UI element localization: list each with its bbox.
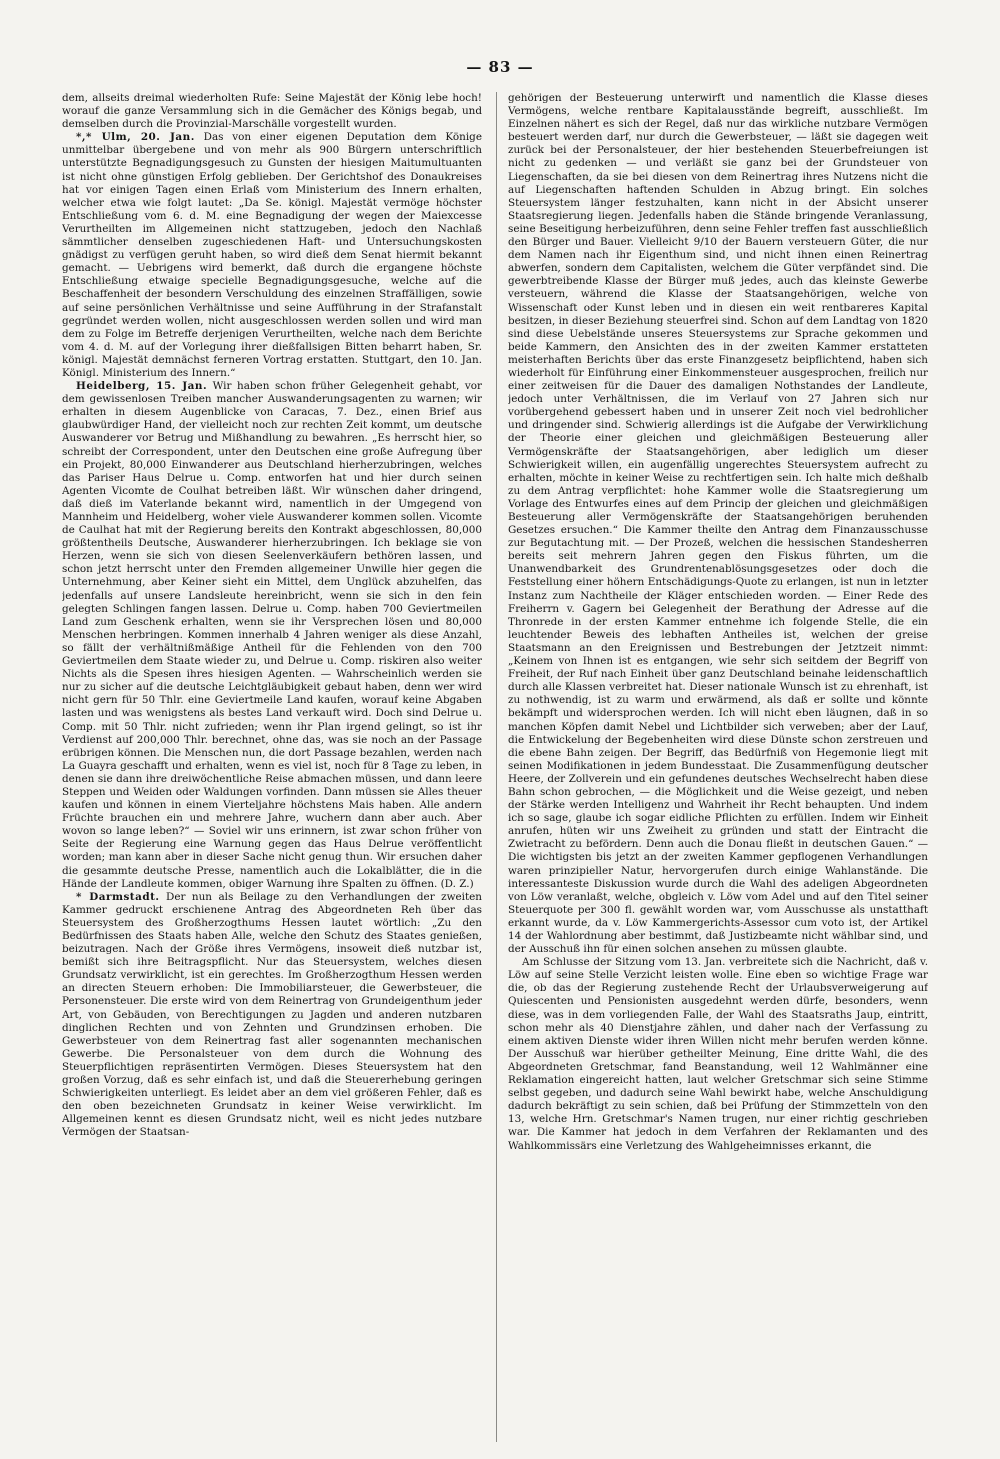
paragraph-session-13-jan: Am Schlusse der Sitzung vom 13. Jan. verbreitete sich die Nachricht, daß v. Löw auf seine Stelle Verzicht leisten wolle. Eine eben so wichtige Frage war die, ob das der Regierung zustehende Recht der Urlaubsverweigerung auf Quiescenten und Pensionisten ausgedehnt werden dürfe, besonders, wenn diese, was in dem vorliegenden Falle, der Wahl des Staatsraths Jaup, eintritt, schon mehr als 40 Dienstjahre zählen, und daher nach der Verfassung zu einem aktiven Dienste wider ihren Willen nicht mehr berufen werden könne. Der Ausschuß war hierüber getheilter Meinung, Eine dritte Wahl, die des Abgeordneten Gretschmar, fand Beanstandung, weil 12 Wahlmänner eine Reklamation eingereicht hatten, laut welcher Gretschmar sich seine Stimme selbst gegeben, und dadurch seine Wahl bewirkt habe, welche Anschuldigung dadurch bekräftigt zu sein schien, daß bei Prüfung der Stimmzetteln von den 13, welche Hrn. Gretschmar's Namen trugen, nur einer richtig geschrieben war. Die Kammer hat jedoch in dem Verfahren der Reklamanten und des Wahlkommissärs eine Verletzung des Wahlgeheimnisses erkannt, die — [508, 956, 928, 1152]
page-number: — 83 — — [466, 58, 534, 76]
paragraph-darmstadt-continued: gehörigen der Besteuerung unterwirft und namentlich die Klasse dieses Vermögens, welche rentbare Kapitalausstände begreift, ausschließt. Im Einzelnen nähert es sich der Regel, daß nur das wirkliche nutzbare Vermögen besteuert werden darf, nur durch die Gewerbsteuer, — läßt sie dagegen weit zurück bei der Personalsteuer, der hier bestehenden Steuerbefreiungen ist nicht zu gedenken — und verläßt sie ganz bei der Grundsteuer von Liegenschaften, da sie bei diesen von dem Reinertrag ihres Nutzens nicht die auf Liegenschaften haftenden Schulden in Abzug bringt. Ein solches Steuersystem länger festzuhalten, kann nicht in der Absicht unserer Staatsregierung liegen. Jedenfalls haben die Stände bringende Veranlassung, seine Beseitigung herbeizuführen, denn seine Fehler treffen fast ausschließlich den Bürger und Bauer. Vielleicht 9/10 der Bauern versteuern Güter, die nur dem Namen nach ihr Eigenthum sind, und nicht ihnen einen Reinertrag abwerfen, sondern dem Capitalisten, welchem die Güter verpfändet sind. Die gewerbtreibende Klasse der Bürger muß jedes, auch das kleinste Gewerbe versteuern, während die Klasse der Staatsangehörigen, welche von Wissenschaft oder Kunst leben und in diesen ein weit rentbareres Kapital besitzen, in dieser Beziehung steuerfrei sind. Schon auf dem Landtag von 1820 sind diese Uebelstände unseres Steuersystems zur Sprache gekommen und beide Kammern, den Ansichten des in der zweiten Kammer erstatteten meisterhaften Berichts über das erste Finanzgesetz beipflichtend, haben sich wiederholt für Einführung einer Einkommensteuer ausgesprochen, freilich nur einer zeitweisen für die Dauer des damaligen Nothstandes der Landleute, jedoch unter Verhältnissen, die im Verlauf von 27 Jahren sich nur vorübergehend gebessert haben und in unserer Zeit noch viel bedrohlicher und dringender sind. Schwierig allerdings ist die Aufgabe der Verwirklichung der Theorie einer gleichen und gleichmäßigen Besteuerung aller Vermögenskräfte der Staatsangehörigen, aber lediglich um dieser Schwierigkeit willen, ein augenfällig ungerechtes Steuersystem aufrecht zu erhalten, möchte in keiner Weise zu rechtfertigen sein. Ich halte mich deßhalb zu dem Antrag verpflichtet: hohe Kammer wolle die Staatsregierung um Vorlage des Entwurfes eines auf dem Princip der gleichen und gleichmäßigen Besteuerung aller Vermögenskräfte der Staatsangehörigen beruhenden Gesetzes ersuchen.“ Die Kammer theilte den Antrag dem Finanzausschusse zur Begutachtung mit. — Der Prozeß, welchen die hessischen Standesherren bereits seit mehrern Jahren gegen den Fiskus führten, um die Unanwendbarkeit des Grundrentenablösungsgesetzes oder doch die Feststellung einer höhern Entschädigungs-Quote zu erlangen, ist nun in letzter Instanz zum Nachtheile der Kläger entschieden worden. — Einer Rede des Freiherrn v. Gagern bei Gelegenheit der Berathung der Adresse auf die Thronrede in der ersten Kammer entnehme ich folgende Stelle, die ein leuchtender Beweis des lebhaften Antheiles ist, welchen der greise Staatsmann an den Ereignissen und Bestrebungen der Jetztzeit nimmt: „Keinem von Ihnen ist es entgangen, wie sehr sich seitdem der Begriff von Freiheit, der Ruf nach Einheit über ganz Deutschland beinahe leidenschaftlich durch alle Klassen verbreitet hat. Dieser nationale Wunsch ist zu ehrenhaft, ist zu nothwendig, ist zu warm und erwärmend, als daß er sollte und könnte bekämpft und widersprochen werden. Ich will nicht eben läugnen, daß in so manchen Köpfen damit Nebel und Lichtbilder sich verweben; aber der Lauf, die Entwickelung der Begebenheiten wird diese Dünste schon zerstreuen und die ebene Bahn zeigen. Der Begriff, das Bedürfniß von Hegemonie liegt mit seinen Modifikationen in jedem Bundesstaat. Die Zusammenfügung deutscher Heere, der Zollverein und ein gefundenes deutsches Wechselrecht haben diese Bahn schon gebrochen, — die Möglichkeit und die Weise gezeigt, und neben der Stärke werden Intelligenz und Wahrheit ihr Recht behaupten. Und indem ich so sage, glaube ich sogar eidliche Pflichten zu erfüllen. Indem wir Einheit anrufen, hüten wir uns Zweiheit zu gründen und statt der Eintracht die Zwietracht zu befördern. Denn auch die Donau fließt in deutschen Gauen.“ — Die wichtigsten bis jetzt an der zweiten Kammer gepflogenen Verhandlungen waren prinzipieller Natur, hervorgerufen durch einige Wahlanstände. Die interessanteste Diskussion wurde durch die Wahl des adeligen Abgeordneten von Löw veranlaßt, welche, obgleich v. Löw vom Adel und auf den Titel seiner Steuerquote per 300 fl. gewählt worden war, vom Ausschusse als unstatthaft erkannt wurde, da v. Löw Kammergerichts-Assessor cum voto ist, der Artikel 14 der Wahlordnung aber bestimmt, daß Justizbeamte nicht wählbar sind, und der Ausschuß ihn für einen solchen ansehen zu müssen glaubte. — [508, 92, 928, 956]
dateline-ulm: *,* Ulm, 20. Jan. — [76, 131, 195, 144]
paragraph-royal-reception: dem, allseits dreimal wiederholten Rufe: Seine Majestät der König lebe hoch! worauf die ganze Versammlung sich in die Gemächer des Königs begab, und demselben durch die Provinzial-Marschälle vorgestellt wurden. — [62, 92, 482, 131]
article-darmstadt-text: Der nun als Beilage zu den Verhandlungen der zweiten Kammer gedruckt erschienene Antrag des Abgeordneten Reh über das Steuersystem des Großherzogthums Hessen lautet wörtlich: „Zu den Bedürfnissen des Staats haben Alle, welche den Schutz des Staates genießen, beizutragen. Nach der Größe ihres Vermögens, insoweit dieß nutzbar ist, bemißt sich ihre Beitragspflicht. Nur das Steuersystem, welches diesen Grundsatz verwirklicht, ist ein gerechtes. Im Großherzogthum Hessen werden an directen Steuern erhoben: Die Immobiliarsteuer, die Gewerbsteuer, die Personensteuer. Die erste wird von dem Reinertrag von Grundeigenthum jeder Art, von Gebäuden, von Berechtigungen zu Jagden und anderen nutzbaren dinglichen Rechten und von Zehnten und Grundzinsen erhoben. Die Gewerbsteuer von dem Reinertrag fast aller sogenannten mechanischen Gewerbe. Die Personalsteuer von dem durch die Wohnung des Steuerpflichtigen repräsentirten Vermögen. Dieses Steuersystem hat den großen Vorzug, daß es sehr einfach ist, und daß die Steuererhebung geringen Schwierigkeiten unterliegt. Es leidet aber an dem viel größeren Fehler, daß es den oben bezeichneten Grundsatz in keiner Weise verwirklicht. Im Allgemeinen kennt es diesen Grundsatz nicht, weil es nicht jedes nutzbare Vermögen der Staatsan- — [62, 890, 482, 1139]
left-column — [62, 92, 482, 1442]
paragraph-ulm — [62, 131, 482, 380]
dateline-heidelberg: Heidelberg, 15. Jan. — [76, 380, 208, 393]
dateline-darmstadt: * Darmstadt. — [76, 890, 160, 903]
paragraph-darmstadt — [62, 891, 482, 1140]
right-column — [508, 92, 928, 1442]
column-divider — [496, 92, 497, 1442]
article-heidelberg-text: Wir haben schon früher Gelegenheit gehabt, vor dem gewissenlosen Treiben mancher Auswanderungsagenten zu warnen; wir erhalten in diesem Augenblicke von Caracas, 7. Dez., einen Brief aus glaubwürdiger Hand, der vielleicht noch zur rechten Zeit kommt, um deutsche Auswanderer vor Betrug und Mißhandlung zu bewahren. „Es herrscht hier, so schreibt der Correspondent, unter den Deutschen eine große Aufregung über ein Projekt, 80,000 Einwanderer aus Deutschland hierherzubringen, welches das Pariser Haus Delrue u. Comp. entworfen hat und hier durch seinen Agenten Vicomte de Coulhat betreiben läßt. Wir wünschen daher dringend, daß dieß im Vaterlande bekannt wird, namentlich in der Umgegend von Mannheim und Heidelberg, woher viele Auswanderer kommen sollen. Vicomte de Caulhat hat mit der Regierung bereits den Kontrakt abgeschlossen, 80,000 größtentheils Deutsche, Auswanderer hierherzubringen. Ich beklage sie von Herzen, wenn sie sich von diesen Seelenverkäufern bethören lassen, und schon jetzt herrscht unter den Fremden allgemeiner Unwille hier gegen die Unternehmung, aber Keiner sieht ein Mittel, dem Unglück abzuhelfen, das jedenfalls auf unsere Landsleute hereinbricht, wenn sie sich in den fein gelegten Schlingen fangen lassen. Delrue u. Comp. haben 700 Geviertmeilen Land zum Geschenk erhalten, wenn sie ihr Versprechen lösen und 80,000 Menschen herbringen. Kommen innerhalb 4 Jahren weniger als diese Anzahl, so fällt der verhältnißmäßige Antheil für die Fehlenden von den 700 Geviertmeilen dem Staate wieder zu, und Delrue u. Comp. riskiren also weiter Nichts als die Spesen ihres hiesigen Agenten. — Wahrscheinlich werden sie nur zu sicher auf die deutsche Leichtgläubigkeit gebaut haben, denn wer wird nicht gern für 50 Thlr. eine Geviertmeile Land kaufen, worauf keine Abgaben lasten und was wenigstens als bestes Land verkauft wird. Doch sind Delrue u. Comp. mit 50 Thlr. nicht zufrieden; wenn ihr Plan irgend gelingt, so ist ihr Verdienst auf 200,000 Thlr. berechnet, ohne das, was sie noch an der Passage erübrigen können. Die Menschen nun, die dort Passage bezahlen, werden nach La Guayra geschafft und erhalten, wenn es viel ist, noch für 8 Tage zu leben, in denen sie dann ihre dreiwöchentliche Reise abmachen müssen, und dann leere Steppen und Weiden oder Waldungen vorfinden. Dann müssen sie Alles theuer kaufen und können in einem Vierteljahre höchstens Mais haben. Alle andern Früchte brauchen ein und mehrere Jahre, wuchern dann aber auch. Aber wovon so lange leben?“ — Soviel wir uns erinnern, ist zwar schon früher von Seite der Regierung eine Warnung gegen das Haus Delrue veröffentlicht worden; man kann aber in dieser Sache nicht genug thun. Wir ersuchen daher die gesammte deutsche Presse, namentlich auch die Lokalblätter, die in die Hände der Landleute kommen, obiger Warnung ihre Spalten zu öffnen. (D. Z.) — [62, 380, 482, 890]
paragraph-heidelberg — [62, 380, 482, 891]
article-ulm-text: Das von einer eigenen Deputation dem Könige unmittelbar übergebene und von mehr als 900 Bürgern unterschriftlich unterstützte Begnadigungsgesuch zu Gunsten der hiesigen Maitumultuanten ist nicht ohne günstigen Erfolg geblieben. Der Gerichtshof des Donaukreises hat vor einigen Tagen einen Erlaß vom Ministerium des Innern erhalten, welcher etwa wie folgt lautet: „Da Se. königl. Majestät vermöge höchster Entschließung vom 6. d. M. eine Begnadigung der wegen der Maiexcesse Verurtheilten im Allgemeinen nicht stattzugeben, jedoch den Nachlaß sämmtlicher denselben zugeschiedenen Haft- und Untersuchungskosten gnädigst zu verfügen geruht haben, so wird dieß dem Senat hiermit bekannt gemacht. — Uebrigens wird bemerkt, daß durch die ergangene höchste Entschließung etwaige specielle Begnadigungsgesuche, welche auf die Beschaffenheit der besondern Verschuldung des einzelnen Straffälligen, sowie auf seine persönlichen Verhältnisse und seine Aufführung in der Strafanstalt gegründet werden wollen, nicht ausgeschlossen werden sollen und wird man dem zu Folge im Betreffe derjenigen Verurtheilten, welche nach dem Berichte vom 4. d. M. auf der Vorlegung ihrer dießfallsigen Bitten beharrt haben, Sr. königl. Majestät demnächst ferneren Vortrag erstatten. Stuttgart, den 10. Jan. Königl. Ministerium des Innern.“ — [62, 131, 482, 379]
